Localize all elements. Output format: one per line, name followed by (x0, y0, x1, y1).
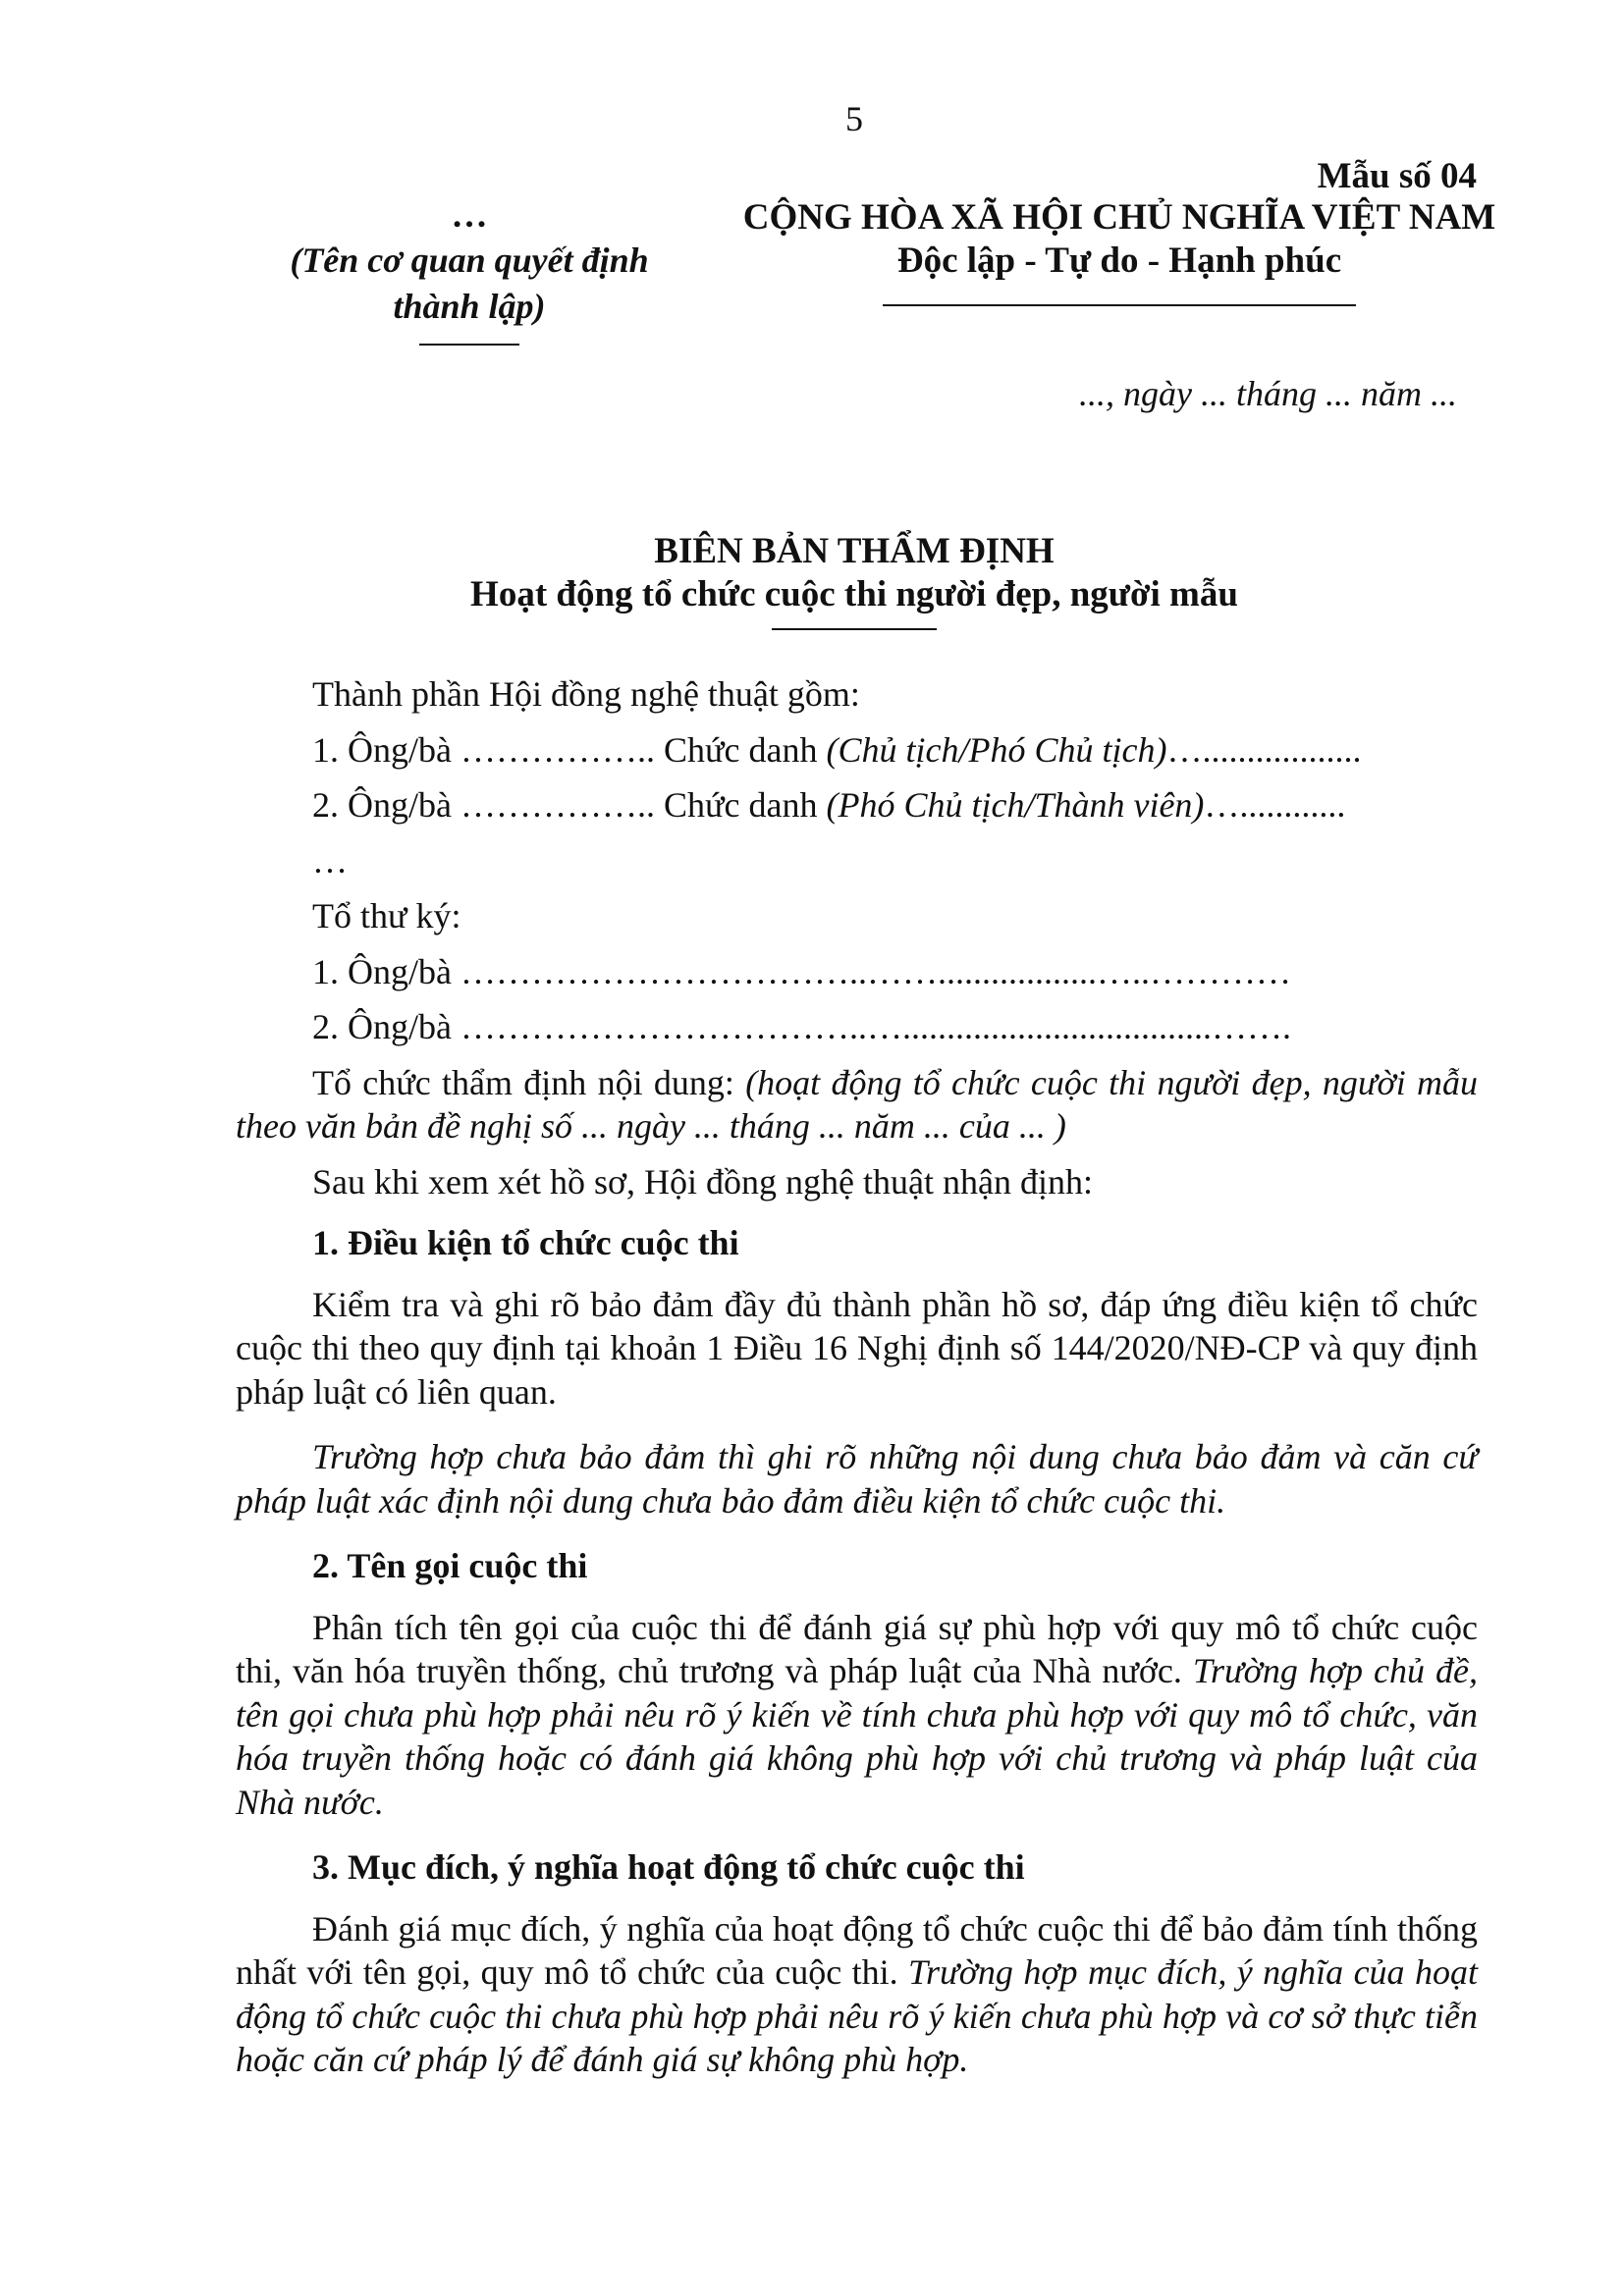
secretariat-member-2: 2. Ông/bà ……………………………..…...................................……. (312, 1007, 1291, 1046)
appraisal-paragraph (236, 1061, 1478, 1148)
date-line: ..., ngày ... tháng ... năm ... (1079, 374, 1457, 413)
council-member-1-role: (Chủ tịch/Phó Chủ tịch) (826, 729, 1167, 770)
section-3-body (236, 1907, 1478, 2082)
title-sub: Hoạt động tổ chức cuộc thi người đẹp, người mẫu (470, 574, 1238, 614)
motto-divider (883, 304, 1356, 306)
section-2-note-text: Trường hợp chủ đề, tên gọi chưa phù hợp phải nêu rõ ý kiến về tính chưa phù hợp với quy mô tổ chức, văn hóa truyền thống hoặc có đánh giá không phù hợp với chủ trương và pháp luật của Nhà nước. (236, 1651, 1478, 1822)
council-heading: Thành phần Hội đồng nghệ thuật gồm: (312, 674, 860, 714)
issuer-block (244, 196, 695, 346)
issuer-dots: … (451, 195, 488, 236)
council-member-1-prefix: 1. Ông/bà …………….. Chức danh (312, 729, 827, 770)
section-1-note (236, 1435, 1478, 1522)
council-member-2-suffix: …............ (1204, 785, 1346, 825)
national-motto: Độc lập - Tự do - Hạnh phúc (896, 240, 1342, 281)
national-header (677, 196, 1561, 306)
secretariat-member-1: 1. Ông/bà ……………………………..……..................…..………… (312, 951, 1291, 991)
appraisal-detail: (hoạt động tổ chức cuộc thi người đẹp, người mẫu theo văn bản đề nghị số ... ngày ... tháng ... năm ... của ... ) (236, 1062, 1478, 1146)
appraisal-prefix: Tổ chức thẩm định nội dung: (312, 1062, 746, 1102)
issuer-divider (419, 344, 519, 346)
council-member-2 (236, 783, 1478, 828)
section-3-body-text: Đánh giá mục đích, ý nghĩa của hoạt động tổ chức cuộc thi để bảo đảm tính thống nhất với tên gọi, quy mô tổ chức của cuộc thi. (236, 1908, 1478, 1992)
section-1-note-text: Trường hợp chưa bảo đảm thì ghi rõ những nội dung chưa bảo đảm và căn cứ pháp luật xác định nội dung chưa bảo đảm điều kiện tổ chức cuộc thi. (236, 1437, 1478, 1521)
council-member-1-suffix: ….................. (1166, 729, 1362, 770)
document-body (236, 672, 1478, 2082)
council-member-2-role: (Phó Chủ tịch/Thành viên) (826, 785, 1205, 825)
section-1-body: Kiểm tra và ghi rõ bảo đảm đầy đủ thành phần hồ sơ, đáp ứng điều kiện tổ chức cuộc thi theo quy định tại khoản 1 Điều 16 Nghị định số 144/2020/NĐ-CP và quy định pháp luật có liên quan. (236, 1284, 1478, 1412)
council-member-1 (236, 728, 1478, 773)
nation-title: CỘNG HÒA XÃ HỘI CHỦ NGHĨA VIỆT NAM (742, 197, 1496, 238)
section-3-note-text: Trường hợp mục đích, ý nghĩa của hoạt động tổ chức cuộc thi chưa phù hợp phải nêu rõ ý kiến chưa phù hợp và cơ sở thực tiễn hoặc căn cứ pháp lý để đánh giá sự không phù hợp. (236, 1952, 1478, 2079)
section-2-body-text: Phân tích tên gọi của cuộc thi để đánh giá sự phù hợp với quy mô tổ chức cuộc thi, văn hóa truyền thống, chủ trương và pháp luật của Nhà nước. (236, 1607, 1478, 1690)
title-divider (772, 628, 937, 630)
section-2-body (236, 1606, 1478, 1825)
page-number: 5 (845, 99, 863, 138)
council-ellipsis: … (312, 840, 348, 881)
council-member-2-prefix: 2. Ông/bà …………….. Chức danh (312, 785, 827, 825)
form-number: Mẫu số 04 (1317, 156, 1477, 196)
document-title (0, 530, 1624, 630)
title-main: BIÊN BẢN THẨM ĐỊNH (654, 531, 1055, 571)
secretariat-heading: Tổ thư ký: (312, 896, 461, 935)
section-1-heading: 1. Điều kiện tổ chức cuộc thi (312, 1223, 739, 1262)
issuer-name: (Tên cơ quan quyết định thành lập) (290, 240, 649, 326)
review-intro: Sau khi xem xét hồ sơ, Hội đồng nghệ thuật nhận định: (312, 1161, 1093, 1201)
section-3-heading: 3. Mục đích, ý nghĩa hoạt động tổ chức cuộc thi (312, 1847, 1025, 1887)
section-2-heading: 2. Tên gọi cuộc thi (312, 1546, 588, 1585)
